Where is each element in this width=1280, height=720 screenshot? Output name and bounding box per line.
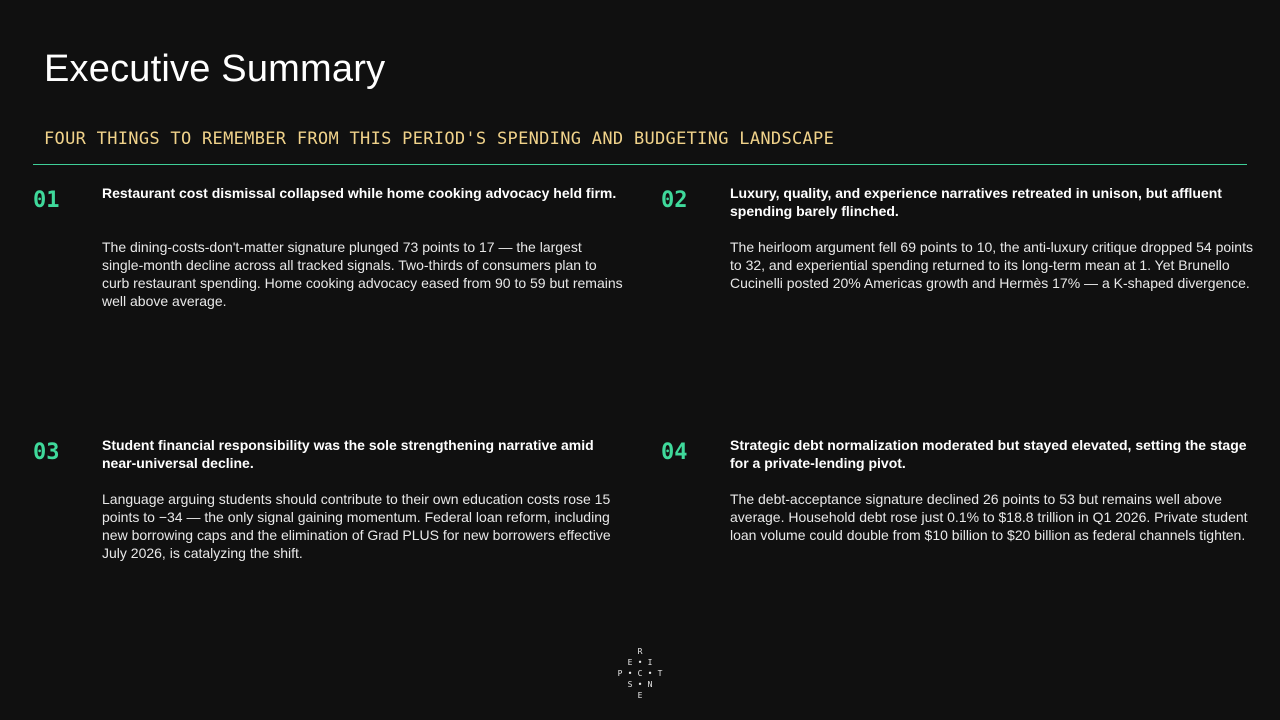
item-body: The debt-acceptance signature declined 26 points to 53 but remains well above average. Household debt rose just 0.1% to $18.8 trillion in Q1 2026. Private student loan volume could double from $10 billion to $20 billion as federal channels tighten.	[730, 491, 1248, 543]
logo-dot: •	[647, 669, 653, 678]
item-body: The dining-costs-don't-matter signature plunged 73 points to 17 — the largest single-month decline across all tracked signals. Two-thirds of consumers plan to curb restaurant spending. Home cooking advocacy eased from 90 to 59 but remains well above average.	[102, 239, 623, 309]
item-headline: Strategic debt normalization moderated but stayed elevated, setting the stage for a private-lending pivot.	[730, 437, 1247, 471]
logo-letter: R	[637, 647, 643, 656]
item-number: 03	[33, 440, 60, 465]
item-headline: Restaurant cost dismissal collapsed while home cooking advocacy held firm.	[102, 185, 617, 201]
logo-letter: N	[647, 680, 653, 689]
logo-dot: •	[637, 658, 643, 667]
slide-subtitle: FOUR THINGS TO REMEMBER FROM THIS PERIOD'S SPENDING AND BUDGETING LANDSCAPE	[44, 129, 835, 149]
brand-logo	[610, 647, 670, 703]
item-number: 01	[33, 188, 60, 213]
item-number: 04	[661, 440, 688, 465]
logo-letter: E	[637, 691, 643, 700]
logo-letter: I	[647, 658, 653, 667]
logo-letter: T	[657, 669, 663, 678]
logo-dot: •	[627, 669, 633, 678]
item-body: Language arguing students should contribute to their own education costs rose 15 points to −34 — the only signal gaining momentum. Federal loan reform, including new borrowing caps and the elimination of Grad PLUS for new borrowers effective July 2026, is catalyzing the shift.	[102, 491, 611, 561]
logo-letter: E	[627, 658, 633, 667]
logo-letter: P	[617, 669, 623, 678]
logo-letter: S	[627, 680, 633, 689]
logo-dot: •	[637, 680, 643, 689]
item-number: 02	[661, 188, 688, 213]
item-body: The heirloom argument fell 69 points to 10, the anti-luxury critique dropped 54 points to 32, and experiential spending returned to its long-term mean at 1. Yet Brunello Cucinelli posted 20% Americas growth and Hermès 17% — a K-shaped divergence.	[730, 239, 1253, 291]
item-headline: Student financial responsibility was the sole strengthening narrative amid near-universal decline.	[102, 437, 594, 471]
divider-rule	[33, 164, 1247, 165]
logo-letter: C	[637, 669, 643, 678]
item-headline: Luxury, quality, and experience narratives retreated in unison, but affluent spending barely flinched.	[730, 185, 1222, 219]
slide-title: Executive Summary	[44, 48, 386, 90]
